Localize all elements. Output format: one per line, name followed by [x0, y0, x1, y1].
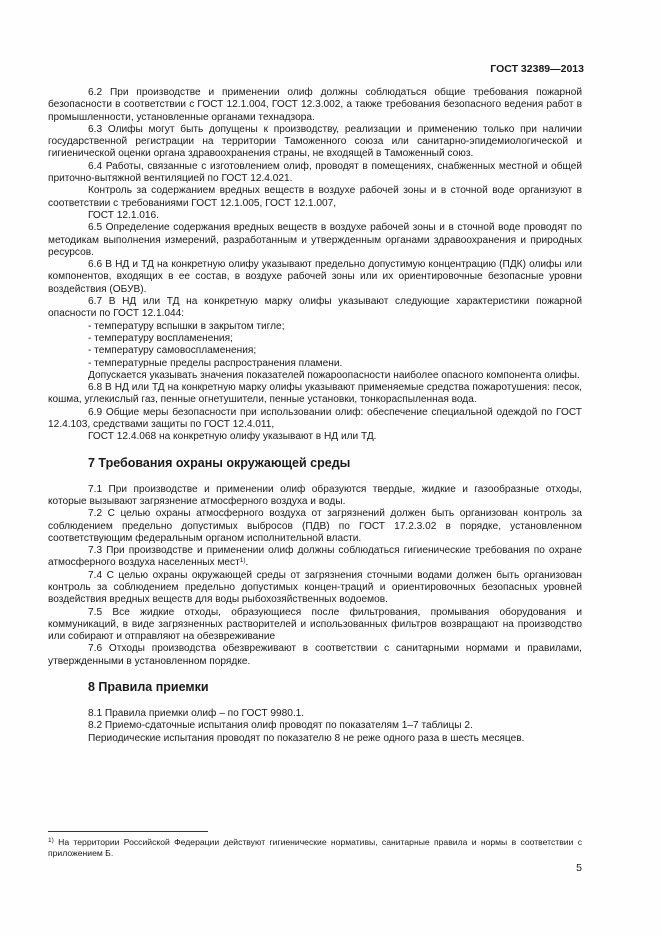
paragraph-8-1: 8.1 Правила приемки олиф – по ГОСТ 9980.1. — [88, 708, 305, 720]
paragraph-6-9: 6.9 Общие меры безопасности при использовании олиф: обеспечение специальной одеждой по ГОСТ 12.4.103, средствами защиты по ГОСТ 12.4.011, — [48, 406, 582, 431]
paragraph-6-4: 6.4 Работы, связанные с изготовлением олиф, проводят в помещениях, снабженных местной и общей приточно-вытяжной вентиляцией по ГОСТ 12.4.021. — [48, 160, 582, 185]
paragraph-7-6: 7.6 Отходы производства обезвреживают в соответствии с санитарными нормами и правилами, утвержденными в установленном порядке. — [48, 643, 582, 667]
paragraph-6-6: 6.6 В НД и ТД на конкретную олифу указывают предельно допустимую концентрацию (ПДК) олифы или компонентов, входящих в ее состав, в воздухе рабочей зоны или их ориентировочные безопасные уровни воздействия (ОБУВ). — [48, 259, 582, 295]
paragraph-7-3-text: 7.3 При производстве и применении олиф должны соблюдаться гигиенические требования по охране атмосферного воздуха населенных мест — [48, 545, 582, 569]
footnote — [48, 837, 582, 859]
paragraph-7-5: 7.5 Все жидкие отходы, образующиеся после фильтрования, промывания оборудования и коммуникаций, в виде загрязненных растворителей и использованных фильтров возвращают на производство или собирают и отправляют на обезвреживание — [48, 606, 582, 643]
paragraph-8-2: 8.2 Приемо-сдаточные испытания олиф проводят по показателям 1–7 таблицы 2. — [88, 720, 473, 732]
list-item: - температуру воспламенения; — [88, 332, 233, 344]
paragraph-6-2: 6.2 При производстве и применении олиф должны соблюдаться общие требования пожарной безопасности в соответствии с ГОСТ 12.1.004, ГОСТ 12.3.002, а также требования безопасного ведения работ в промышленности, установленные органами технадзора. — [48, 87, 582, 123]
paragraph-6-8: 6.8 В НД или ТД на конкретную марку олифы указывают применяемые средства пожаротушения: песок, кошма, углекислый газ, пенные огнетушители, пенные установки, тонкораспыленная вода. — [48, 382, 582, 406]
paragraph-7-2: 7.2 С целью охраны атмосферного воздуха от загрязнений должен быть организован контроль за соблюдением предельно допустимых выбросов (ПДВ) по ГОСТ 17.2.3.02 в порядке, установленном соответствующим федеральным органом исполнительной власти. — [48, 508, 582, 544]
list-item: - температуру самовоспламенения; — [88, 345, 257, 357]
footnote-divider — [48, 831, 208, 832]
paragraph-6-5: 6.5 Определение содержания вредных веществ в воздухе рабочей зоны и в сточной воде проводят по методикам выполнения измерений, разработанным и утвержденным органами здравоохранения и природных ресурсов. — [48, 222, 582, 258]
section-7-heading: 7 Требования охраны окружающей среды — [88, 455, 351, 470]
list-item: - температурные пределы распространения пламени. — [88, 357, 343, 369]
paragraph-6-7-note: Допускается указывать значения показателей пожароопасности наиболее опасного компонента олифы. — [88, 369, 580, 381]
paragraph-7-1: 7.1 При производстве и применении олиф образуются твердые, жидкие и газообразные отходы, которые вызывают загрязнение атмосферного воздуха и воды. — [48, 483, 582, 507]
paragraph-6-7: 6.7 В НД или ТД на конкретную марку олифы указывают следующие характеристики пожарной опасности по ГОСТ 12.1.044: — [48, 296, 582, 320]
paragraph-6-9-gost: ГОСТ 12.4.068 на конкретную олифу указывают в НД или ТД. — [88, 431, 377, 443]
section-8-heading: 8 Правила приемки — [88, 680, 209, 695]
paragraph-7-3-end: . — [245, 557, 249, 569]
paragraph-6-3: 6.3 Олифы могут быть допущены к производству, реализации и применению только при наличии государственной регистрации на территории Таможенного союза или санитарно-эпидемиологической и гигиенической оценки органа здравоохранения страны, не входящей в Таможенный союз. — [48, 123, 582, 160]
paragraph-6-4-control: Контроль за содержанием вредных веществ в воздухе рабочей зоны и в сточной воде организуют в соответствии с требованиями ГОСТ 12.1.005, ГОСТ 12.1.007, — [48, 185, 582, 209]
page-number: 5 — [576, 862, 582, 874]
footnote-mark: 1) — [48, 837, 54, 844]
paragraph-7-3 — [48, 545, 582, 570]
paragraph-6-4-gost: ГОСТ 12.1.016. — [88, 209, 159, 221]
document-id-header: ГОСТ 32389—2013 — [490, 63, 584, 75]
footnote-ref: 1) — [239, 557, 246, 565]
paragraph-7-4: 7.4 С целью охраны окружающей среды от загрязнения сточными водами должен быть организован контроль за соблюдением предельно допустимых концен-траций и ориентировочных безопасных уровней воздействия вредных веществ для воды рыбохозяйственных водоемов. — [48, 569, 582, 606]
document-body — [48, 87, 582, 745]
paragraph-8-2-periodic: Периодические испытания проводят по показателю 8 не реже одного раза в шесть месяцев. — [88, 732, 525, 744]
list-item: - температуру вспышки в закрытом тигле; — [88, 320, 285, 332]
footnote-text: На территории Российской Федерации действуют гигиенические нормативы, санитарные правила и нормы в соответствии с приложением Б. — [48, 837, 582, 858]
